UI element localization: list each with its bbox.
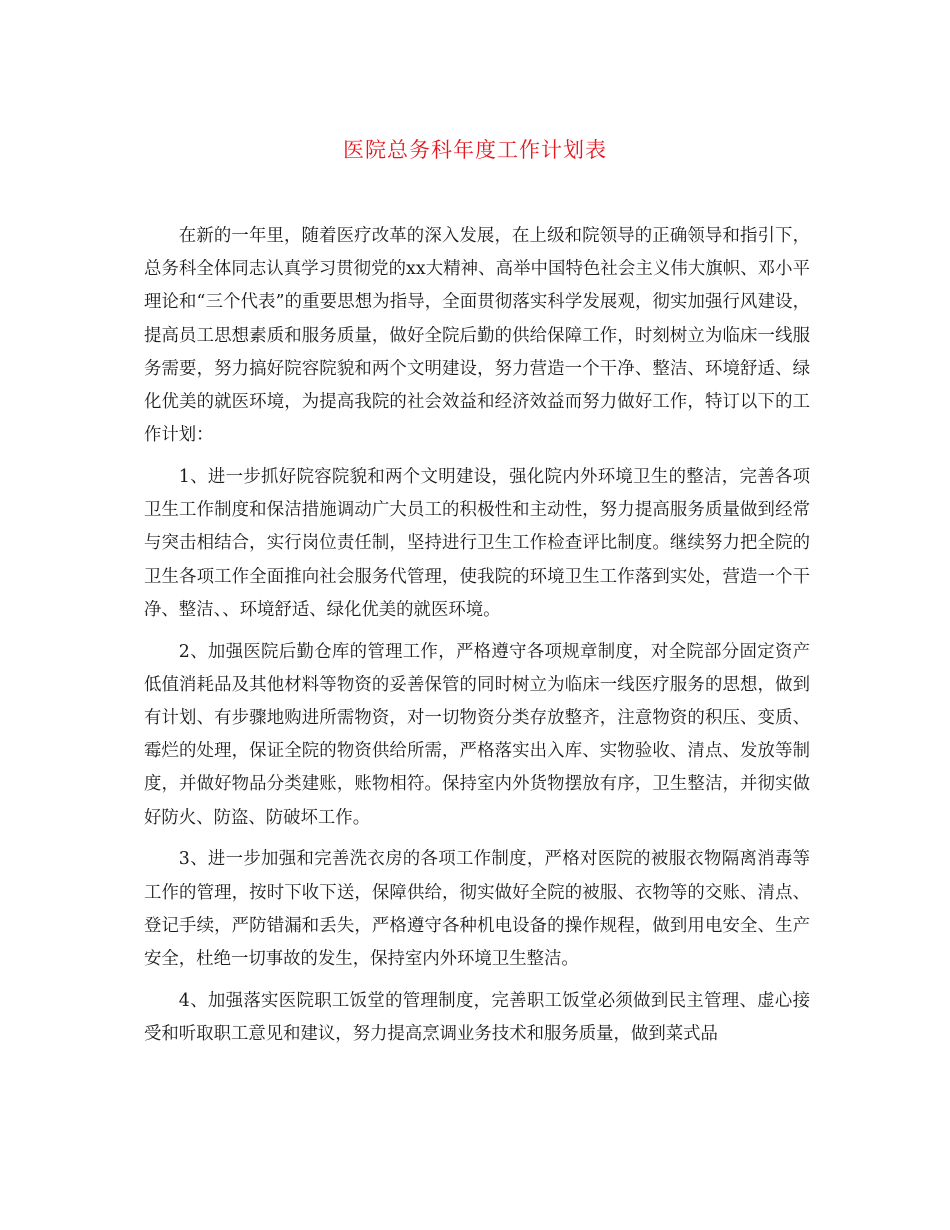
paragraph-item-2: 2、加强医院后勤仓库的管理工作，严格遵守各项规章制度，对全院部分固定资产低值消耗品及其他材料等物资的妥善保管的同时树立为临床一线医疗服务的思想，做到有计划、有步骤地购进所需物资，对一切物资分类存放整齐，注意物资的积压、变质、霉烂的处理，保证全院的物资供给所需，严格落实出入库、实物验收、清点、发放等制度，并做好物品分类建账，账物相符。保持室内外货物摆放有序，卫生整洁，并彻实做好防火、防盗、防破坏工作。: [144, 641, 810, 828]
document-title: 医院总务科年度工作计划表: [343, 138, 607, 162]
paragraph-item-1: 1、进一步抓好院容院貌和两个文明建设，强化院内外环境卫生的整洁，完善各项卫生工作制度和保洁措施调动广大员工的积极性和主动性，努力提高服务质量做到经常与突击相结合，实行岗位责任制，坚持进行卫生工作检查评比制度。继续努力把全院的卫生各项工作全面推向社会服务代管理，使我院的环境卫生工作落到实处，营造一个干净、整洁、、环境舒适、绿化优美的就医环境。: [144, 467, 810, 620]
paragraph-item-4: 4、加强落实医院职工饭堂的管理制度，完善职工饭堂必须做到民主管理、虚心接受和听取职工意见和建议，努力提高烹调业务技术和服务质量，做到菜式品: [144, 990, 810, 1045]
document-body: [144, 220, 810, 1060]
paragraph-intro: 在新的一年里，随着医疗改革的深入发展，在上级和院领导的正确领导和指引下，总务科全体同志认真学习贯彻党的xx大精神、高举中国特色社会主义伟大旗帜、邓小平理论和“三个代表”的重要思想为指导，全面贯彻落实科学发展观，彻实加强行风建设，提高员工思想素质和服务质量，做好全院后勤的供给保障工作，时刻树立为临床一线服务需要，努力搞好院容院貌和两个文明建设，努力营造一个干净、整洁、环境舒适、绿化优美的就医环境，为提高我院的社会效益和经济效益而努力做好工作，特订以下的工作计划：: [144, 226, 810, 446]
paragraph-item-3: 3、进一步加强和完善洗衣房的各项工作制度，严格对医院的被服衣物隔离消毒等工作的管理，按时下收下送，保障供给，彻实做好全院的被服、衣物等的交账、清点、登记手续，严防错漏和丢失，严格遵守各种机电设备的操作规程，做到用电安全、生产安全，杜绝一切事故的发生，保持室内外环境卫生整洁。: [144, 849, 810, 970]
